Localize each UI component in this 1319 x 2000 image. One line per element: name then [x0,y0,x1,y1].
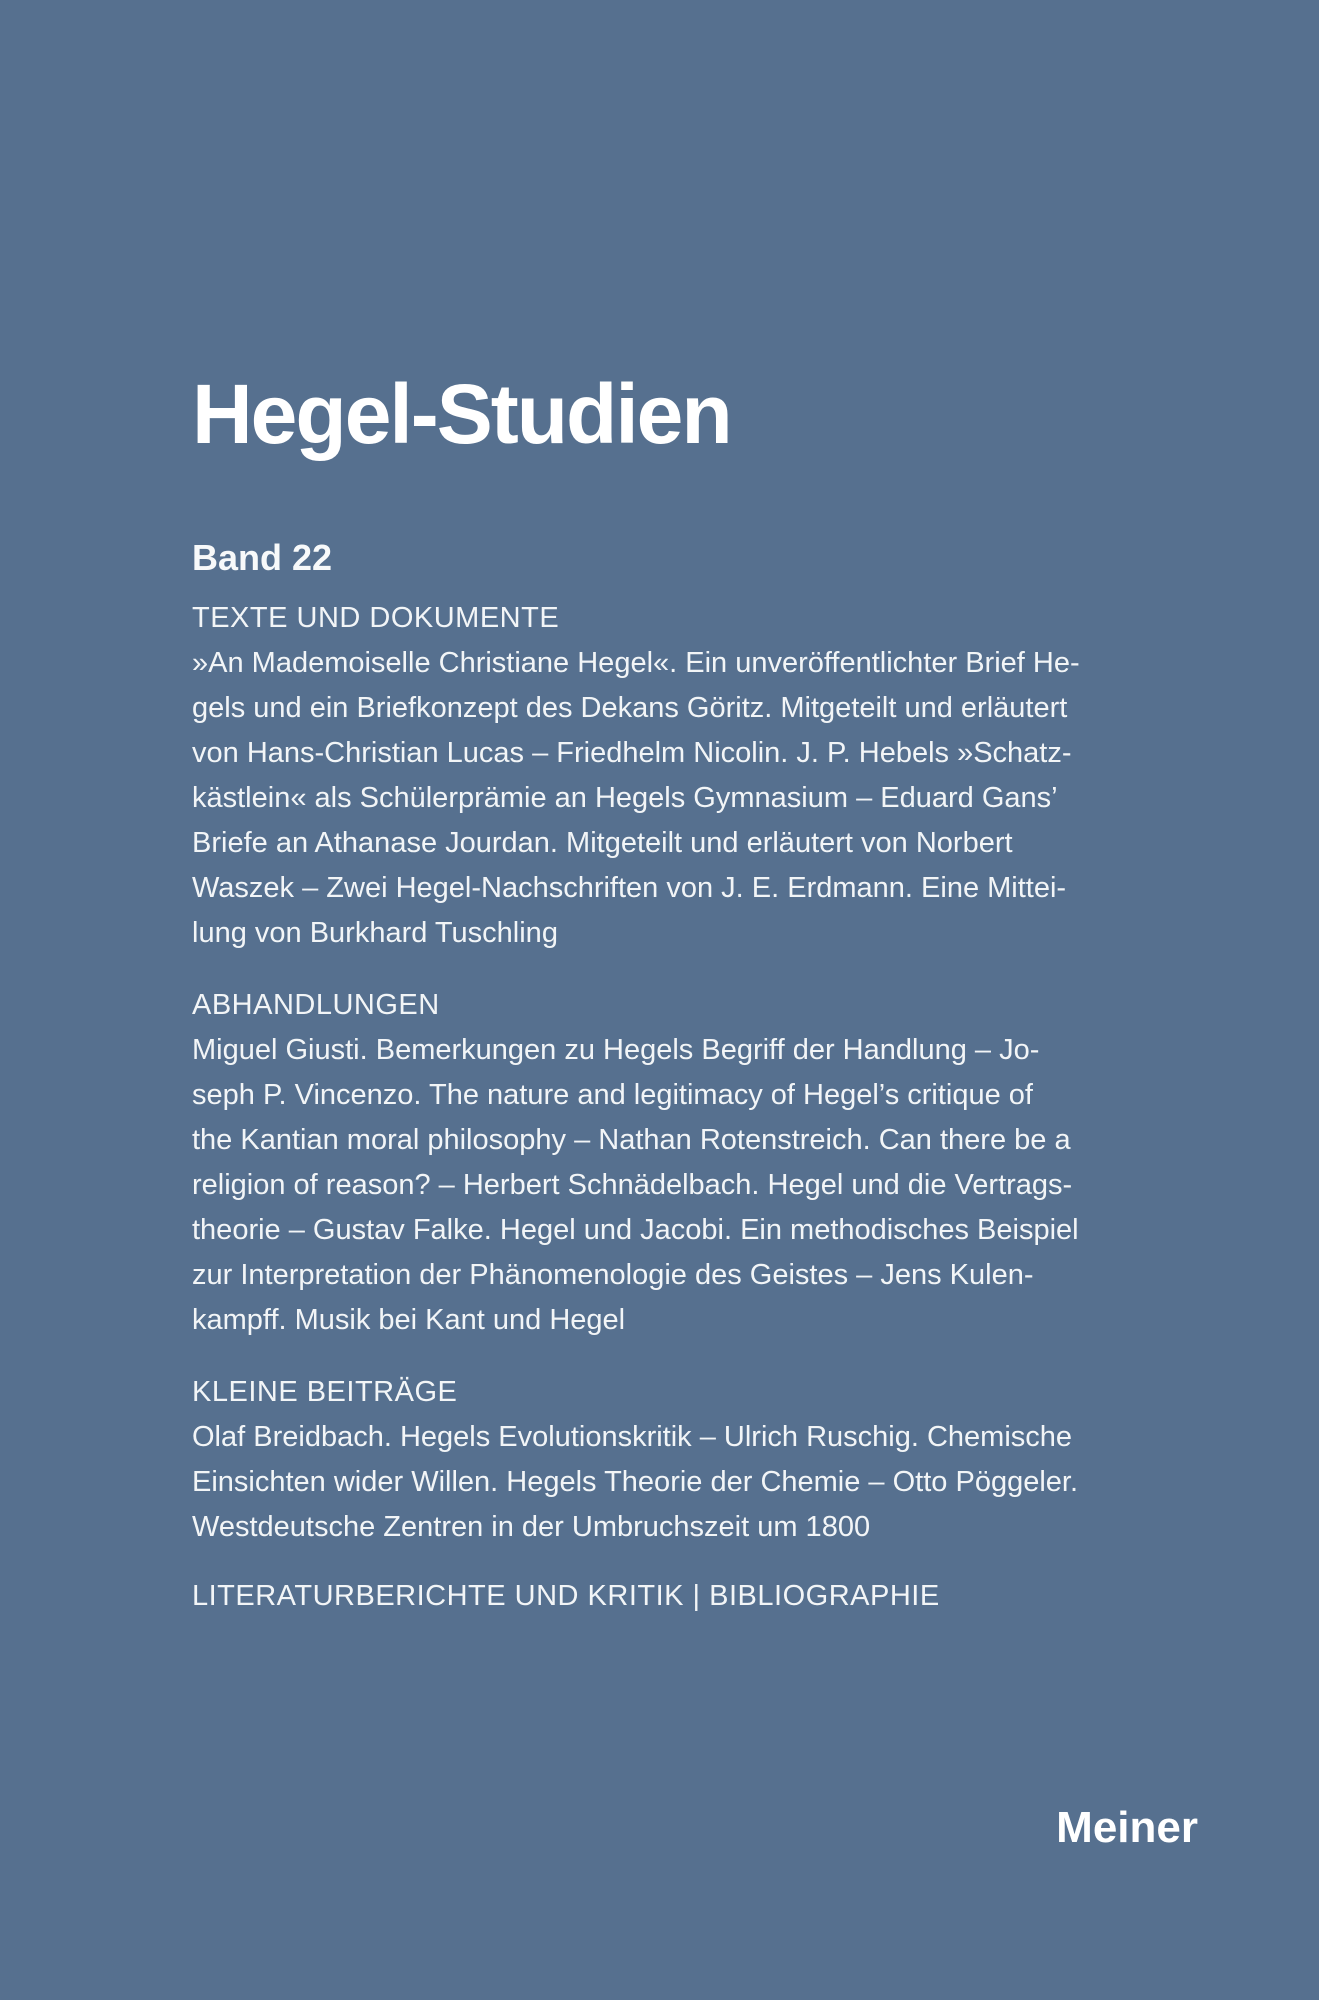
toc-section-abhandlungen [192,983,1259,1343]
section-lines [192,1415,1259,1550]
toc-line: the Kantian moral philosophy – Nathan Rotenstreich. Can there be a [192,1124,1071,1156]
toc-line: von Hans-Christian Lucas – Friedhelm Nicolin. J. P. Hebels »Schatz- [192,737,1072,769]
section-heading: TEXTE UND DOKUMENTE [192,602,560,634]
toc-section-kleine-beitraege [192,1370,1259,1550]
toc-line: Olaf Breidbach. Hegels Evolutionskritik – Ulrich Ruschig. Chemische [192,1421,1073,1453]
section-lines [192,641,1259,956]
section-heading: ABHANDLUNGEN [192,989,440,1021]
toc-line: zur Interpretation der Phänomenologie des Geistes – Jens Kulen- [192,1259,1034,1291]
toc-line: gels und ein Briefkonzept des Dekans Göritz. Mitgeteilt und erläutert [192,692,1068,724]
toc-line: Waszek – Zwei Hegel-Nachschriften von J. E. Erdmann. Eine Mittei- [192,872,1067,904]
toc-line: Westdeutsche Zentren in der Umbruchszeit um 1800 [192,1511,871,1543]
section-lines [192,1028,1259,1343]
toc-section-texte-und-dokumente [192,596,1259,956]
toc-line: theorie – Gustav Falke. Hegel und Jacobi. Ein methodisches Beispiel [192,1214,1079,1246]
toc-line: seph P. Vincenzo. The nature and legitimacy of Hegel’s critique of [192,1079,1033,1111]
toc-line: lung von Burkhard Tuschling [192,917,558,949]
book-title: Hegel-Studien [192,367,731,461]
publisher-logo: Meiner [1056,1803,1198,1852]
toc-section-literaturberichte [192,1574,1259,1619]
toc-line: »An Mademoiselle Christiane Hegel«. Ein unveröffentlichter Brief He- [192,647,1080,679]
toc-line: Einsichten wider Willen. Hegels Theorie der Chemie – Otto Pöggeler. [192,1466,1079,1498]
volume-number: Band 22 [192,537,333,578]
toc-line: kästlein« als Schülerprämie an Hegels Gymnasium – Eduard Gans’ [192,782,1058,814]
toc-line: Miguel Giusti. Bemerkungen zu Hegels Begriff der Handlung – Jo- [192,1034,1040,1066]
section-heading: LITERATURBERICHTE UND KRITIK | BIBLIOGRAPHIE [192,1580,940,1612]
toc-line: religion of reason? – Herbert Schnädelbach. Hegel und die Vertrags- [192,1169,1073,1201]
toc-line: Briefe an Athanase Jourdan. Mitgeteilt und erläutert von Norbert [192,827,1013,859]
section-heading: KLEINE BEITRÄGE [192,1376,458,1408]
toc-line: kampff. Musik bei Kant und Hegel [192,1304,626,1336]
